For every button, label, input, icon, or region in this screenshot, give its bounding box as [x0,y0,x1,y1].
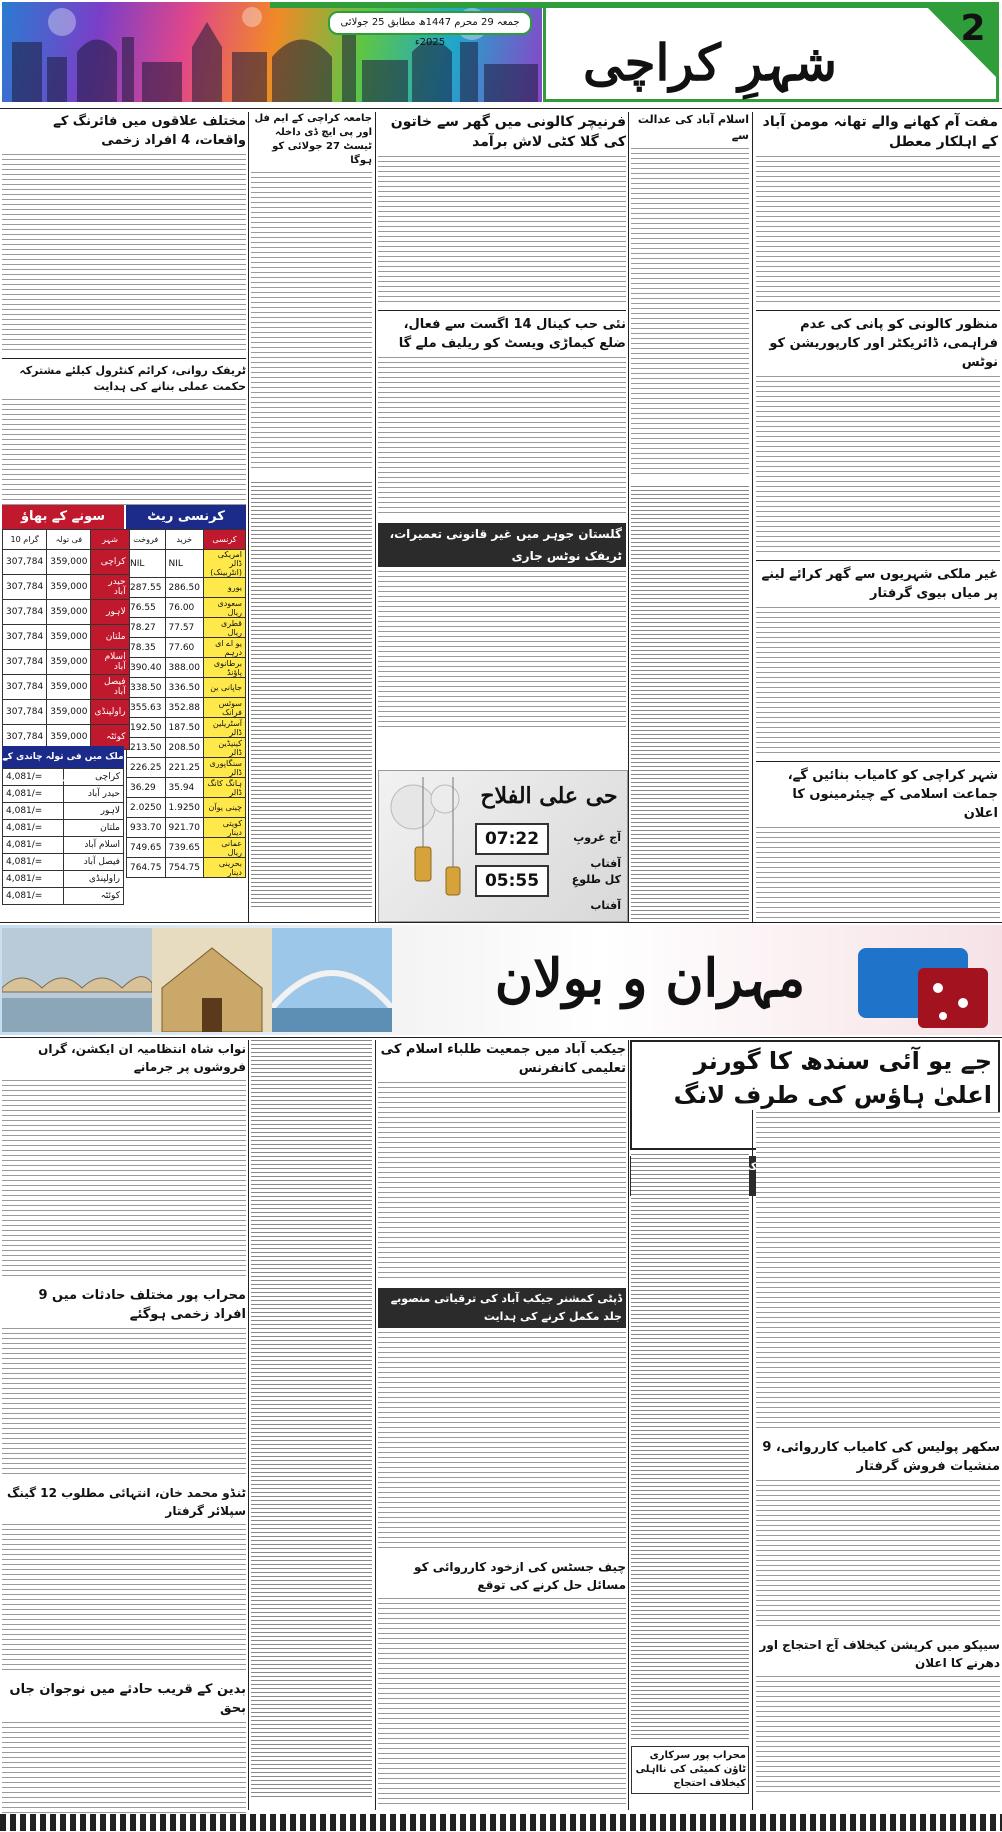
sindhi-cap-icon [848,928,998,1032]
sunrise-label: کل طلوعِ آفتاب [571,873,621,912]
currency-col-rate: فروخت [127,530,166,550]
col-rule-1 [752,112,753,922]
story-headline: اسلام آباد کی عدالت سے [637,113,749,142]
gold-city: فیصل آباد [91,675,129,700]
story-headline: سکھر پولیس کی کامیاب کارروائی، 9 منشیات فروش گرفتار [762,1440,1000,1474]
silver-title: ملک میں فی تولہ چاندی کے بھاؤ [2,746,124,768]
gold-city: کراچی [91,550,129,575]
gold-row [3,625,130,650]
currency-row [127,818,246,838]
silver-city: لاہور [63,803,123,820]
currency-rate: 933.70 [127,818,166,838]
currency-title: کرنسی ریٹ [126,505,246,529]
story-body [2,1080,246,1280]
story-col-a [756,112,1000,922]
rule-mid-bottom [0,1037,1002,1038]
currency-rate: 78.27 [127,618,166,638]
date-line: جمعہ 29 محرم 1447ھ مطابق 25 جولائی 2025ء [328,11,532,35]
gold-price: 307,784 [3,650,47,675]
story-headline: جامعہ کراچی کے ایم فل اور پی ایچ ڈی داخلہ ٹیسٹ 27 جولائی کو ہوگا [254,113,372,166]
currency-rate: 2.0250 [127,798,166,818]
currency-col-name: کرنسی [204,530,246,550]
gold-price: 307,784 [3,575,47,600]
currency-rate: 287.55 [127,578,166,598]
bridge-photo [2,928,152,1032]
story-col-b5 [2,1040,246,1810]
story-headline: نواب شاہ انتظامیہ ان ایکشن، گراں فروشوں پر جرمانے [38,1042,246,1074]
story-body [251,172,372,472]
story-col-b [631,112,749,922]
silver-city: فیصل آباد [63,854,123,871]
gold-city: راولپنڈی [91,700,129,725]
silver-table-box [2,746,124,921]
currency-name: ہانگ کانگ ڈالر [204,778,246,798]
currency-name: امریکی ڈالر (انٹربینک) [204,550,246,578]
currency-name: آسٹریلین ڈالر [204,718,246,738]
story-body [631,148,749,478]
story-headline: ٹریفک روانی، کرائم کنٹرول کیلئے مشترکہ حکمت عملی بنانے کی ہدایت [19,364,246,393]
sunrise-time: 05:55 [475,865,549,897]
rule-top [0,108,1002,109]
footer-border [0,1814,1002,1831]
gold-price: 359,000 [47,575,91,600]
currency-name: عمانی ریال [204,838,246,858]
gold-title: سونے کے بھاؤ [2,505,124,529]
gold-table-box [2,505,124,745]
currency-rate: 749.65 [127,838,166,858]
story-col-b1 [756,1112,1000,1812]
gold-row [3,575,130,600]
story-headline: شہر کراچی کو کامیاب بنائیں گے، جماعت اسلامی کے چیئرمینوں کا اعلان [787,768,998,821]
silver-price: 4,081/= [3,786,64,803]
currency-rate: 213.50 [127,738,166,758]
currency-row [127,798,246,818]
story-col-b4 [251,1040,372,1810]
currency-row [127,718,246,738]
currency-row [127,658,246,678]
story-headline: نئی حب کینال 14 اگست سے فعال، ضلع کیماڑی ویسٹ کو ریلیف ملے گا [398,317,626,351]
story-body [378,357,626,517]
story-headline: مختلف علاقوں میں فائرنگ کے واقعات، 4 افراد زخمی [53,114,246,148]
currency-rate: 388.00 [165,658,204,678]
col-rule-2 [628,112,629,922]
currency-rate: 754.75 [165,858,204,878]
gold-price: 307,784 [3,550,47,575]
gold-price: 359,000 [47,600,91,625]
prayer-times-box [378,770,628,922]
story-headline: گلستان جوہر میں غیر قانونی تعمیرات، ٹریفک نوٹس جاری [378,523,626,567]
currency-row [127,550,246,578]
story-headline: فرنیچر کالونی میں گھر سے خاتون کی گلا کٹی لاش برآمد [390,114,626,150]
gold-city: حیدر آباد [91,575,129,600]
currency-name: سوئس فرانک [204,698,246,718]
gold-city: کوئٹہ [91,725,129,750]
currency-rate: 390.40 [127,658,166,678]
lantern-icon [383,777,473,917]
currency-row [127,778,246,798]
gold-price: 359,000 [47,725,91,750]
story-headline: ڈپٹی کمشنر جیکب آباد کی ترقیاتی منصوبے جلد مکمل کرنے کی ہدایت [378,1288,626,1328]
masthead [0,0,1002,104]
story-body [2,1524,246,1674]
currency-rate: NIL [127,550,166,578]
masthead-green-strip [270,2,930,8]
story-col-b2 [631,1152,749,1812]
silver-price: 4,081/= [3,837,64,854]
currency-name: کینیڈین ڈالر [204,738,246,758]
currency-rate: 739.65 [165,838,204,858]
silver-price: 4,081/= [3,888,64,905]
mid-banner-title: مہران و بولان [494,948,806,1009]
story-body [631,486,749,926]
lead-headline: جے یو آئی سندھ کا گورنر اعلیٰ ہاؤس کی طرف لانگ [630,1040,1000,1150]
story-col-b3 [378,1040,626,1810]
story-body [2,399,246,509]
gold-price: 359,000 [47,650,91,675]
gold-row [3,700,130,725]
story-headline: ٹنڈو محمد خان، انتہائی مطلوب 12 گینگ سپلائر گرفتار [7,1486,246,1518]
page-number: 2 [960,8,986,49]
currency-name: کویتی دینار [204,818,246,838]
currency-rate: 35.94 [165,778,204,798]
currency-row [127,738,246,758]
gold-price: 359,000 [47,625,91,650]
currency-name: چینی یوآن [204,798,246,818]
col-rule-3 [375,112,376,922]
story-headline: محراب پور مختلف حادثات میں 9 افراد زخمی ہوگئے [38,1288,246,1322]
story-headline: جیکب آباد میں جمعیت طلباء اسلام کی تعلیمی کانفرنس [380,1042,626,1076]
currency-rate: 352.88 [165,698,204,718]
currency-row [127,638,246,658]
currency-row [127,698,246,718]
currency-rate: 355.63 [127,698,166,718]
gold-city: لاہور [91,600,129,625]
story-body [756,1480,1000,1630]
story-body [756,376,1000,556]
story-col-e [2,112,246,502]
currency-rate: 192.50 [127,718,166,738]
currency-name: برطانوی پاؤنڈ [204,658,246,678]
story-headline: سیپکو میں کرپشن کیخلاف آج احتجاج اور دھرنے کا اعلان [759,1638,1000,1670]
currency-row [127,578,246,598]
silver-price: 4,081/= [3,871,64,888]
silver-city: ملتان [63,820,123,837]
story-body [2,1328,246,1478]
story-body [378,1332,626,1552]
silver-row [3,888,124,905]
story-body [2,154,246,354]
prayer-brand: حی علی الفلاح [480,783,618,809]
silver-row [3,854,124,871]
arch-bridge-photo [272,928,392,1032]
currency-name: سعودی ریال [204,598,246,618]
story-headline: مفت آم کھانے والے تھانہ مومن آباد کے اہلکار معطل [762,114,998,150]
currency-rate: 77.60 [165,638,204,658]
gold-price: 307,784 [3,725,47,750]
gold-col: 10 گرام [3,530,47,550]
story-headline: بدین کے قریب حادثے میں نوجوان جاں بحق [9,1682,246,1716]
currency-name: قطری ریال [204,618,246,638]
gold-price: 307,784 [3,675,47,700]
currency-col-rate: خرید [165,530,204,550]
story-headline: غیر ملکی شہریوں سے گھر کرائے لینے پر میاں بیوی گرفتار [761,567,998,601]
gold-city: اسلام آباد [91,650,129,675]
story-body [378,1082,626,1282]
currency-rate: 336.50 [165,678,204,698]
story-body [756,156,1000,306]
currency-rate: 36.29 [127,778,166,798]
currency-rate: NIL [165,550,204,578]
currency-row [127,858,246,878]
silver-city: کوئٹہ [63,888,123,905]
story-body [378,571,626,731]
gold-row [3,675,130,700]
story-body [756,1676,1000,1796]
currency-rate: 76.55 [127,598,166,618]
currency-rate: 1.9250 [165,798,204,818]
story-body [251,480,372,910]
gold-price: 307,784 [3,625,47,650]
currency-name: یو اے ای درہم [204,638,246,658]
story-col-d [251,112,372,922]
silver-row [3,871,124,888]
silver-city: کراچی [63,769,123,786]
silver-city: اسلام آباد [63,837,123,854]
silver-row [3,803,124,820]
story-body [378,1598,626,1808]
silver-price: 4,081/= [3,803,64,820]
currency-rate: 221.25 [165,758,204,778]
story-headline: منظور کالونی کو پانی کی عدم فراہمی، ڈائریکٹر اور کارپوریشن کو نوٹس [769,317,998,370]
currency-rate: 764.75 [127,858,166,878]
currency-rate: 187.50 [165,718,204,738]
story-body [756,607,1000,757]
story-headline: محراب پور سرکاری ٹاؤن کمیٹی کی نااہلی کیخلاف احتجاج [631,1746,749,1794]
story-headline: چیف جسٹس کی ازخود کارروائی کو مسائل حل کرنے کی توقع [414,1560,626,1592]
currency-row [127,678,246,698]
gold-col: شہر [91,530,129,550]
currency-name: بحرینی دینار [204,858,246,878]
currency-rate: 77.57 [165,618,204,638]
currency-rate: 338.50 [127,678,166,698]
sunset-time: 07:22 [475,823,549,855]
story-body [631,1152,749,1742]
currency-row [127,598,246,618]
gold-col: فی تولہ [47,530,91,550]
currency-rate: 208.50 [165,738,204,758]
silver-row [3,837,124,854]
gold-price: 307,784 [3,600,47,625]
currency-rate: 226.25 [127,758,166,778]
rule-mid-top [0,922,1002,923]
gold-row [3,600,130,625]
gold-price: 359,000 [47,550,91,575]
gold-price: 359,000 [47,700,91,725]
col-rule-4 [248,112,249,922]
currency-rate: 76.00 [165,598,204,618]
currency-table [126,529,246,878]
story-body [756,1112,1000,1432]
gold-city: ملتان [91,625,129,650]
currency-rate: 286.50 [165,578,204,598]
sunset-label: آج غروبِ آفتاب [573,831,621,870]
monument-photo [152,928,272,1032]
gold-price: 359,000 [47,675,91,700]
silver-row [3,820,124,837]
currency-row [127,618,246,638]
silver-city: راولپنڈی [63,871,123,888]
silver-price: 4,081/= [3,820,64,837]
gold-table [2,529,130,750]
currency-name: سنگاپوری ڈالر [204,758,246,778]
currency-table-box [126,505,246,920]
story-body [378,156,626,306]
currency-rate: 78.35 [127,638,166,658]
silver-city: حیدر آباد [63,786,123,803]
gold-row [3,650,130,675]
currency-row [127,838,246,858]
mid-banner [0,925,1002,1035]
currency-row [127,758,246,778]
currency-name: یورو [204,578,246,598]
section-title: شہرِ کراچی [582,33,838,92]
gold-row [3,550,130,575]
currency-name: جاپانی ین [204,678,246,698]
story-body [251,1040,372,1800]
silver-price: 4,081/= [3,854,64,871]
currency-rate: 921.70 [165,818,204,838]
silver-price: 4,081/= [3,769,64,786]
gold-price: 307,784 [3,700,47,725]
